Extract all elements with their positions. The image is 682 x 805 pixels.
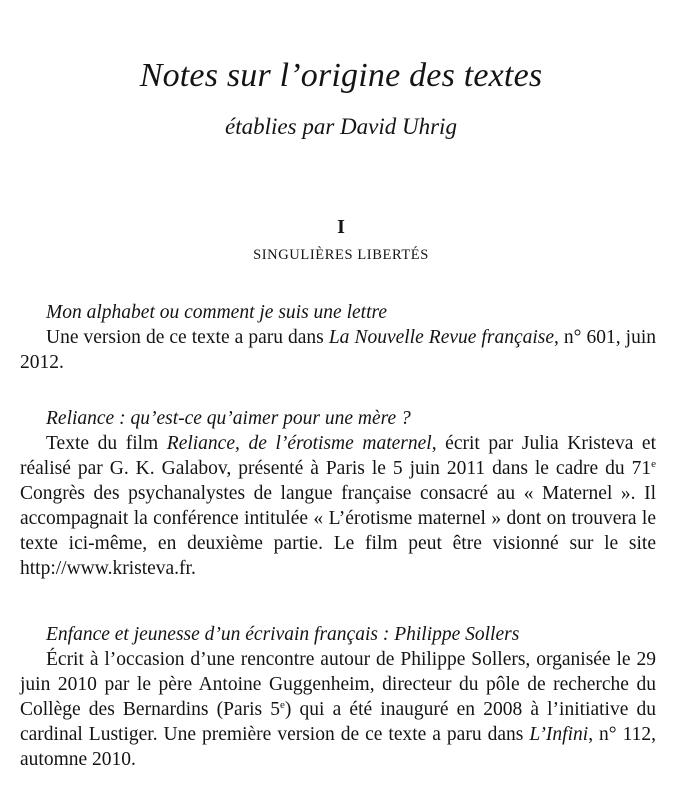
note-entry-reliance	[20, 406, 656, 581]
body-text: Écrit à l’occasion d’une rencontre autour de Philippe Sollers, organisée le 29 juin 2010 par le père Antoine Guggenheim, directeur du pôle de recherche du Collège des Bernardins (Paris 5	[20, 649, 656, 720]
journal-title: La Nouvelle Revue française	[328, 327, 555, 348]
journal-title: L’Infini	[529, 724, 589, 745]
note-entry-mon-alphabet	[20, 300, 656, 375]
note-entry-body	[20, 431, 656, 581]
film-title: Reliance, de l’érotisme maternel	[166, 433, 432, 454]
body-text: , écrit par Julia Kristeva et réalisé par G. K. Galabov, présenté à Paris le 5 juin 2011 dans le cadre du 71	[20, 433, 657, 479]
body-text: , n° 601, juin 2012.	[20, 327, 656, 373]
note-entry-title: Reliance : qu’est-ce qu’aimer pour une mère ?	[46, 408, 411, 429]
note-entry-title: Mon alphabet ou comment je suis une lettre	[46, 302, 388, 323]
note-entry-body	[20, 325, 656, 375]
body-text: Une version de ce texte a paru dans	[46, 327, 329, 348]
ordinal-superscript: e	[280, 699, 285, 711]
ordinal-superscript: e	[651, 458, 656, 470]
page-title: Notes sur l’origine des textes	[139, 57, 543, 94]
note-entry-enfance-et-jeunesse	[20, 622, 656, 772]
body-text: Congrès des psychanalystes de langue française consacré au « Maternel ». Il accompagnait la conférence intitulée « L’érotisme maternel » dont on trouvera le texte ici-même, en deuxième partie. Le film peut être visionné sur le site http://www.kristeva.fr.	[20, 483, 656, 579]
note-entry-title: Enfance et jeunesse d’un écrivain français : Philippe Sollers	[46, 624, 520, 645]
body-text: , n° 112, automne 2010.	[20, 724, 656, 770]
page-subtitle: établies par David Uhrig	[225, 114, 457, 139]
note-entry-body	[20, 647, 656, 772]
body-text: ) qui a été inauguré en 2008 à l’initiative du cardinal Lustiger. Une première version de ce texte a paru dans	[20, 699, 657, 745]
part-title: SINGULIÈRES LIBERTÉS	[253, 247, 429, 263]
body-text: Texte du film	[46, 433, 167, 454]
part-numeral: I	[337, 216, 345, 238]
